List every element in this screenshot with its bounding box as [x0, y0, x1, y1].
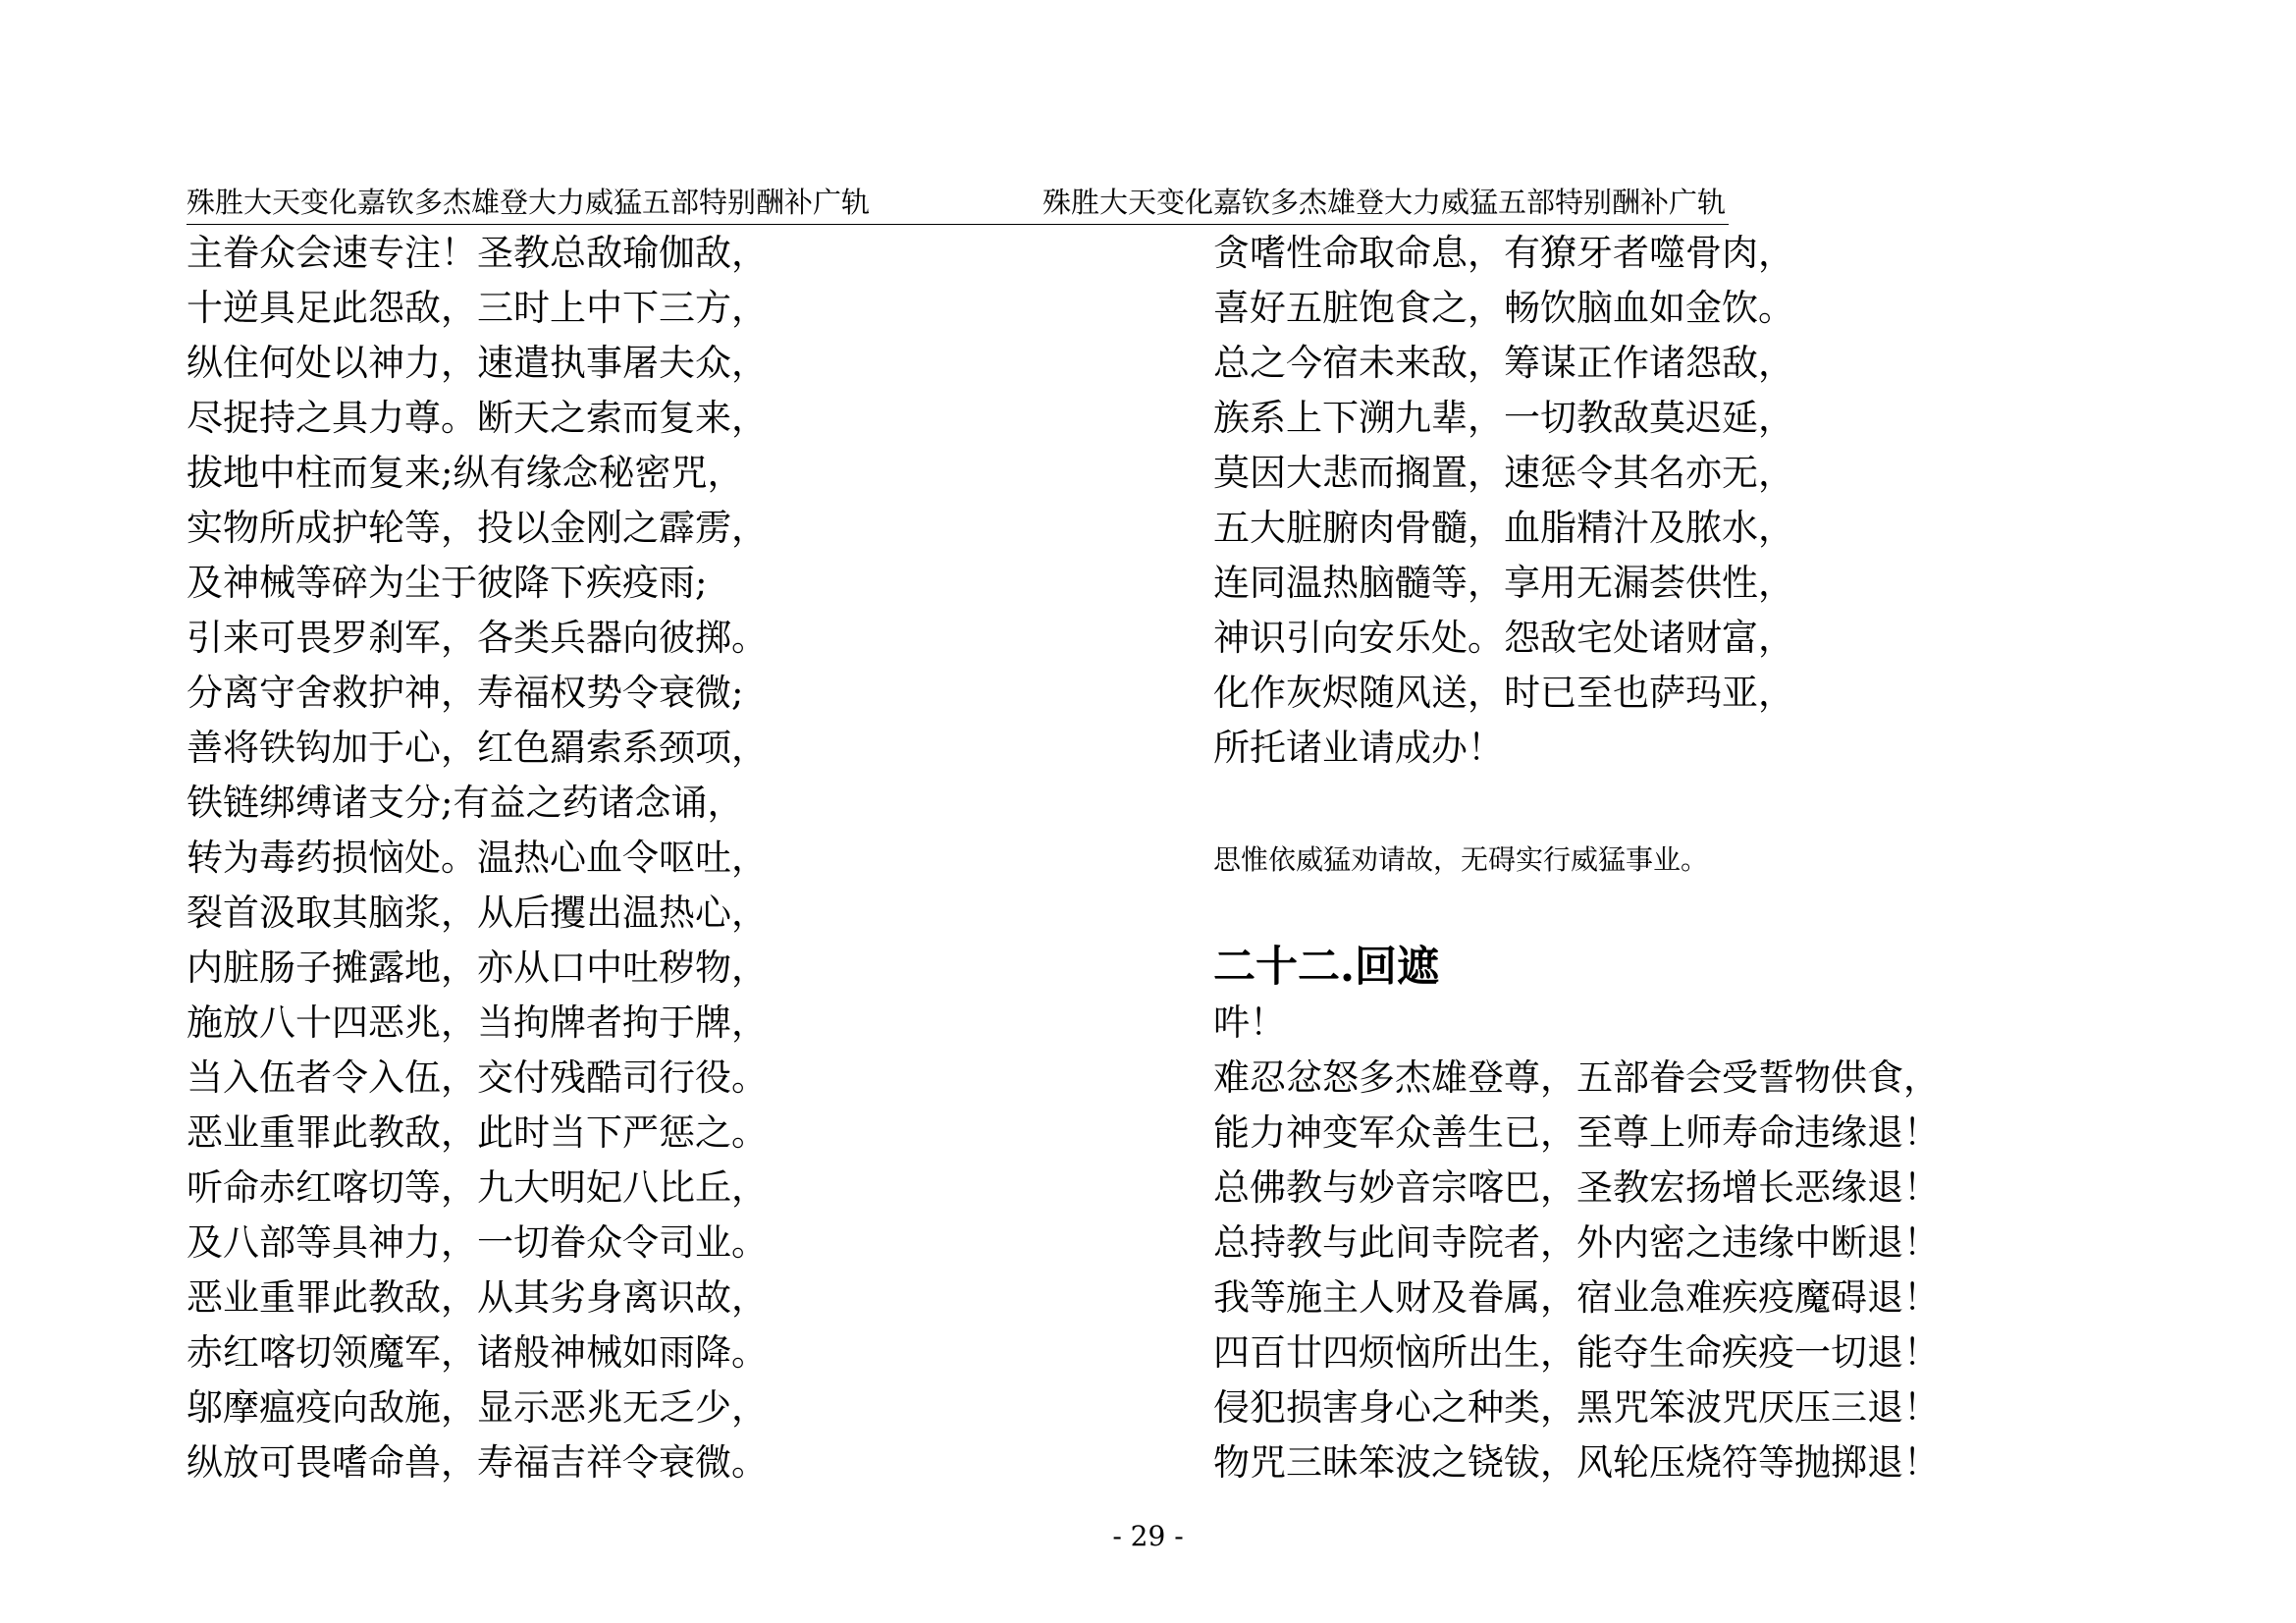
verse-line: 连同温热脑髓等，享用无漏荟供性，: [1213, 562, 1794, 604]
verse-line: 总持教与此间寺院者，外内密之违缘中断退！: [1213, 1221, 1940, 1264]
verse-line: 难忍忿怒多杰雄登尊，五部眷会受誓物供食，: [1213, 1056, 1940, 1099]
verse-line: 四百廿四烦恼所出生，能夺生命疾疫一切退！: [1213, 1331, 1940, 1374]
section-heading: 二十二.回遮: [1213, 943, 1439, 992]
page-number: - 29 -: [1112, 1520, 1184, 1552]
verse-line: 神识引向安乐处。怨敌宅处诸财富，: [1213, 617, 1794, 659]
verse-line: 听命赤红喀切等，九大明妃八比丘，: [187, 1166, 768, 1209]
verse-line: 侵犯损害身心之种类，黑咒笨波咒厌压三退！: [1213, 1386, 1940, 1429]
running-head-right: 殊胜大天变化嘉钦多杰雄登大力威猛五部特别酬补广轨: [1042, 186, 1727, 219]
verse-line: 纵放可畏嗜命兽，寿福吉祥令衰微。: [187, 1441, 768, 1484]
verse-line: 铁链绑缚诸支分;有益之药诸念诵，: [187, 782, 744, 824]
running-head-left: 殊胜大天变化嘉钦多杰雄登大力威猛五部特别酬补广轨: [187, 186, 871, 219]
verse-line: 及神械等碎为尘于彼降下疾疫雨;: [187, 562, 708, 604]
verse-line: 施放八十四恶兆，当拘牌者拘于牌，: [187, 1001, 768, 1044]
verse-line: 拔地中柱而复来;纵有缘念秘密咒，: [187, 452, 744, 494]
verse-line: 五大脏腑肉骨髓，血脂精汁及脓水，: [1213, 507, 1794, 549]
verse-line: 转为毒药损恼处。温热心血令呕吐，: [187, 837, 768, 879]
verse-line: 族系上下溯九辈，一切教敌莫迟延，: [1213, 397, 1794, 439]
verse-line: 当入伍者令入伍，交付残酷司行役。: [187, 1056, 768, 1099]
right-column: [1213, 226, 1794, 776]
verse-line: 总佛教与妙音宗喀巴，圣教宏扬增长恶缘退！: [1213, 1166, 1940, 1209]
verse-line: 赤红喀切领魔军，诸般神械如雨降。: [187, 1331, 768, 1374]
verse-line: 十逆具足此怨敌，三时上中下三方，: [187, 287, 768, 329]
verse-line: 内脏肠子摊露地，亦从口中吐秽物，: [187, 947, 768, 989]
verse-line: 恶业重罪此教敌，从其劣身离识故，: [187, 1276, 768, 1319]
verse-line: 化作灰烬随风送，时已至也萨玛亚，: [1213, 672, 1794, 714]
verse-line: 贪嗜性命取命息，有獠牙者噬骨肉，: [1213, 232, 1794, 274]
verse-line: 莫因大悲而搁置，速惩令其名亦无，: [1213, 452, 1794, 494]
verse-line: 总之今宿未来敌，筹谋正作诸怨敌，: [1213, 342, 1794, 384]
verse-line: 裂首汲取其脑浆，从后攫出温热心，: [187, 892, 768, 934]
verse-line: 我等施主人财及眷属，宿业急难疾疫魔碍退！: [1213, 1276, 1940, 1319]
verse-line: 恶业重罪此教敌，此时当下严惩之。: [187, 1111, 768, 1154]
verse-line: 引来可畏罗刹军，各类兵器向彼掷。: [187, 617, 768, 659]
verse-line: 能力神变军众善生已，至尊上师寿命违缘退！: [1213, 1111, 1940, 1154]
verse-line: 实物所成护轮等，投以金刚之霹雳，: [187, 507, 768, 549]
verse-line: 纵住何处以神力，速遣执事屠夫众，: [187, 342, 768, 384]
header-rule: [187, 224, 1729, 225]
left-column: [187, 226, 768, 1490]
verse-line: 尽捉持之具力尊。断天之索而复来，: [187, 397, 768, 439]
instruction-note: 思惟依威猛劝请故，无碍实行威猛事业。: [1213, 843, 1709, 876]
verse-line: 邬摩瘟疫向敌施，显示恶兆无乏少，: [187, 1386, 768, 1429]
section-verses: [1213, 1051, 1940, 1490]
verse-line: 所托诸业请成办！: [1213, 727, 1504, 769]
verse-line: 及八部等具神力，一切眷众令司业。: [187, 1221, 768, 1264]
verse-line: 善将铁钩加于心，红色羂索系颈项，: [187, 727, 768, 769]
mantra-syllable: 吽！: [1213, 1001, 1286, 1044]
verse-line: 物咒三昧笨波之铙钹，风轮压烧符等抛掷退！: [1213, 1441, 1940, 1484]
verse-line: 分离守舍救护神，寿福权势令衰微;: [187, 672, 744, 714]
verse-line: 喜好五脏饱食之，畅饮脑血如金饮。: [1213, 287, 1794, 329]
verse-line: 主眷众会速专注！圣教总敌瑜伽敌，: [187, 232, 768, 274]
